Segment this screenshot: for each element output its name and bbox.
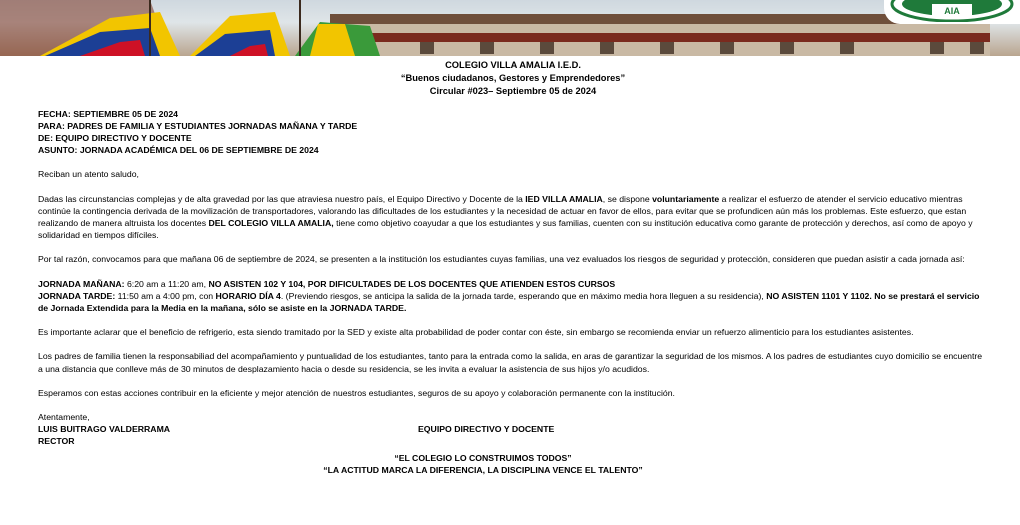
paragraph-refrigerio: Es importante aclarar que el beneficio de refrigerio, esta siendo tramitado por la SED y existe alta probabilidad de poder contar con éste, sin embargo se recomienda enviar un refuerzo alimenticio para los estudiantes asistentes. (38, 327, 914, 338)
signer-team: EQUIPO DIRECTIVO Y DOCENTE (418, 424, 555, 435)
building-window (480, 42, 494, 54)
flags-image (0, 0, 400, 56)
text-run: , se dispone (602, 193, 653, 204)
building-band (330, 33, 990, 42)
bold-run: IED VILLA AMALIA (525, 193, 603, 204)
footer-slogan-1: “EL COLEGIO LO CONSTRUIMOS TODOS” (394, 452, 572, 463)
closing-salutation: Atentamente, (38, 412, 90, 423)
greeting: Reciban un atento saludo, (38, 169, 139, 180)
text-run: tiene como objetivo coayudar a que los estudiantes y sus familias, cuenten con su institución educativa como garante de protección y derechos, así como de apoyo y solidaridad en tiempos difíciles. (38, 218, 973, 241)
meta-recipients: PARA: PADRES DE FAMILIA Y ESTUDIANTES JORNADAS MAÑANA Y TARDE (38, 120, 358, 131)
schedule-label: JORNADA MAÑANA: (38, 278, 125, 289)
paragraph-responsibility: Los padres de familia tienen la responsabiliad del acompañamiento y puntualidad de los estudiantes, tanto para la entrada como la salida, en aras de garantizar la seguridad de los mismos. A los padres de estudiantes cuyo domicilio se encuentre a una distancia que conlleve más de 30 minutos de desplazamiento hacia o desde su residencia, se les invita a evaluar la asistencia de sus hijos y/o acudidos. (38, 351, 983, 374)
text-run: Dadas las circunstancias complejas y de alta gravedad por las que atraviesa nuestro país, el Equipo Directivo y Docente de la (38, 193, 526, 204)
building-window (780, 42, 794, 54)
school-motto: “Buenos ciudadanos, Gestores y Emprendedores” (400, 73, 626, 84)
header-banner-photo (0, 0, 1020, 56)
building-window (600, 42, 614, 54)
meta-date: FECHA: SEPTIEMBRE 05 DE 2024 (38, 108, 179, 119)
schedule-label: JORNADA TARDE: (38, 290, 116, 301)
building-window (540, 42, 554, 54)
logo-text: AIA (944, 6, 960, 16)
signer-role: RECTOR (38, 436, 75, 447)
school-logo-emblem (890, 0, 1014, 22)
building-window (840, 42, 854, 54)
text-run: . (Previendo riesgos, se anticipa la salida de la jornada tarde, esperando que en máximo media hora lleguen a su residencia), (280, 290, 767, 301)
school-name: COLEGIO VILLA AMALIA I.E.D. (445, 60, 581, 70)
building-window (970, 42, 984, 54)
paragraph-convocation: Por tal razón, convocamos para que mañana 06 de septiembre de 2024, se presenten a la institución los estudiantes cuyas familias, una vez evaluados los riesgos de seguridad y protección, consideren que puedan asistir a cada jornada así: (38, 254, 965, 265)
schedule-note: NO ASISTEN 1101 Y 1102. No se prestará el servicio de Jornada Extendida para la Media en la mañana, sólo se asiste en la JORNADA TARDE. (38, 290, 980, 314)
bold-run: DEL COLEGIO VILLA AMALIA, (208, 218, 334, 229)
footer-slogan-2: “LA ACTITUD MARCA LA DIFERENCIA, LA DISCIPLINA VENCE EL TALENTO” (323, 464, 643, 475)
paragraph-context (38, 193, 988, 242)
building-window (930, 42, 944, 54)
paragraph-closing: Esperamos con estas acciones contribuir en la eficiente y mejor atención de nuestros estudiantes, seguros de su apoyo y colaboración permanente con la institución. (38, 387, 675, 398)
building-window (660, 42, 674, 54)
building-window (420, 42, 434, 54)
circular-document (38, 56, 988, 476)
building-window (720, 42, 734, 54)
schedule-morning (38, 278, 988, 290)
text-run: a realizar el esfuerzo de atender el servicio educativo mientras continúe la contingencia derivada de la movilización de transportadores, valorando las dificultades de los estudiantes y la necesidad de actuar en favor de ellos, para evitar que se profundicen aún más los problemas. Este esfuerzo, que estan realizando de manera altruista los docentes (38, 193, 967, 229)
signature-row (38, 423, 988, 435)
schedule-time: 11:50 am a 4:00 pm, con (115, 290, 216, 301)
schedule-afternoon (38, 290, 988, 314)
school-logo (884, 0, 1020, 24)
signer-name: LUIS BUITRAGO VALDERRAMA (38, 424, 171, 435)
memo-meta (38, 108, 988, 157)
circular-number: Circular #023– Septiembre 05 de 2024 (429, 86, 597, 97)
meta-sender: DE: EQUIPO DIRECTIVO Y DOCENTE (38, 133, 192, 144)
schedule-note: NO ASISTEN 102 Y 104, POR DIFICULTADES DE LOS DOCENTES QUE ATIENDEN ESTOS CURSOS (208, 278, 616, 289)
meta-subject: ASUNTO: JORNADA ACADÉMICA DEL 06 DE SEPTIEMBRE DE 2024 (38, 145, 319, 156)
schedule-horario: HORARIO DÍA 4 (215, 290, 281, 301)
schedule-time: 6:20 am a 11:20 am, (124, 278, 209, 289)
bold-run: voluntariamente (652, 193, 720, 204)
